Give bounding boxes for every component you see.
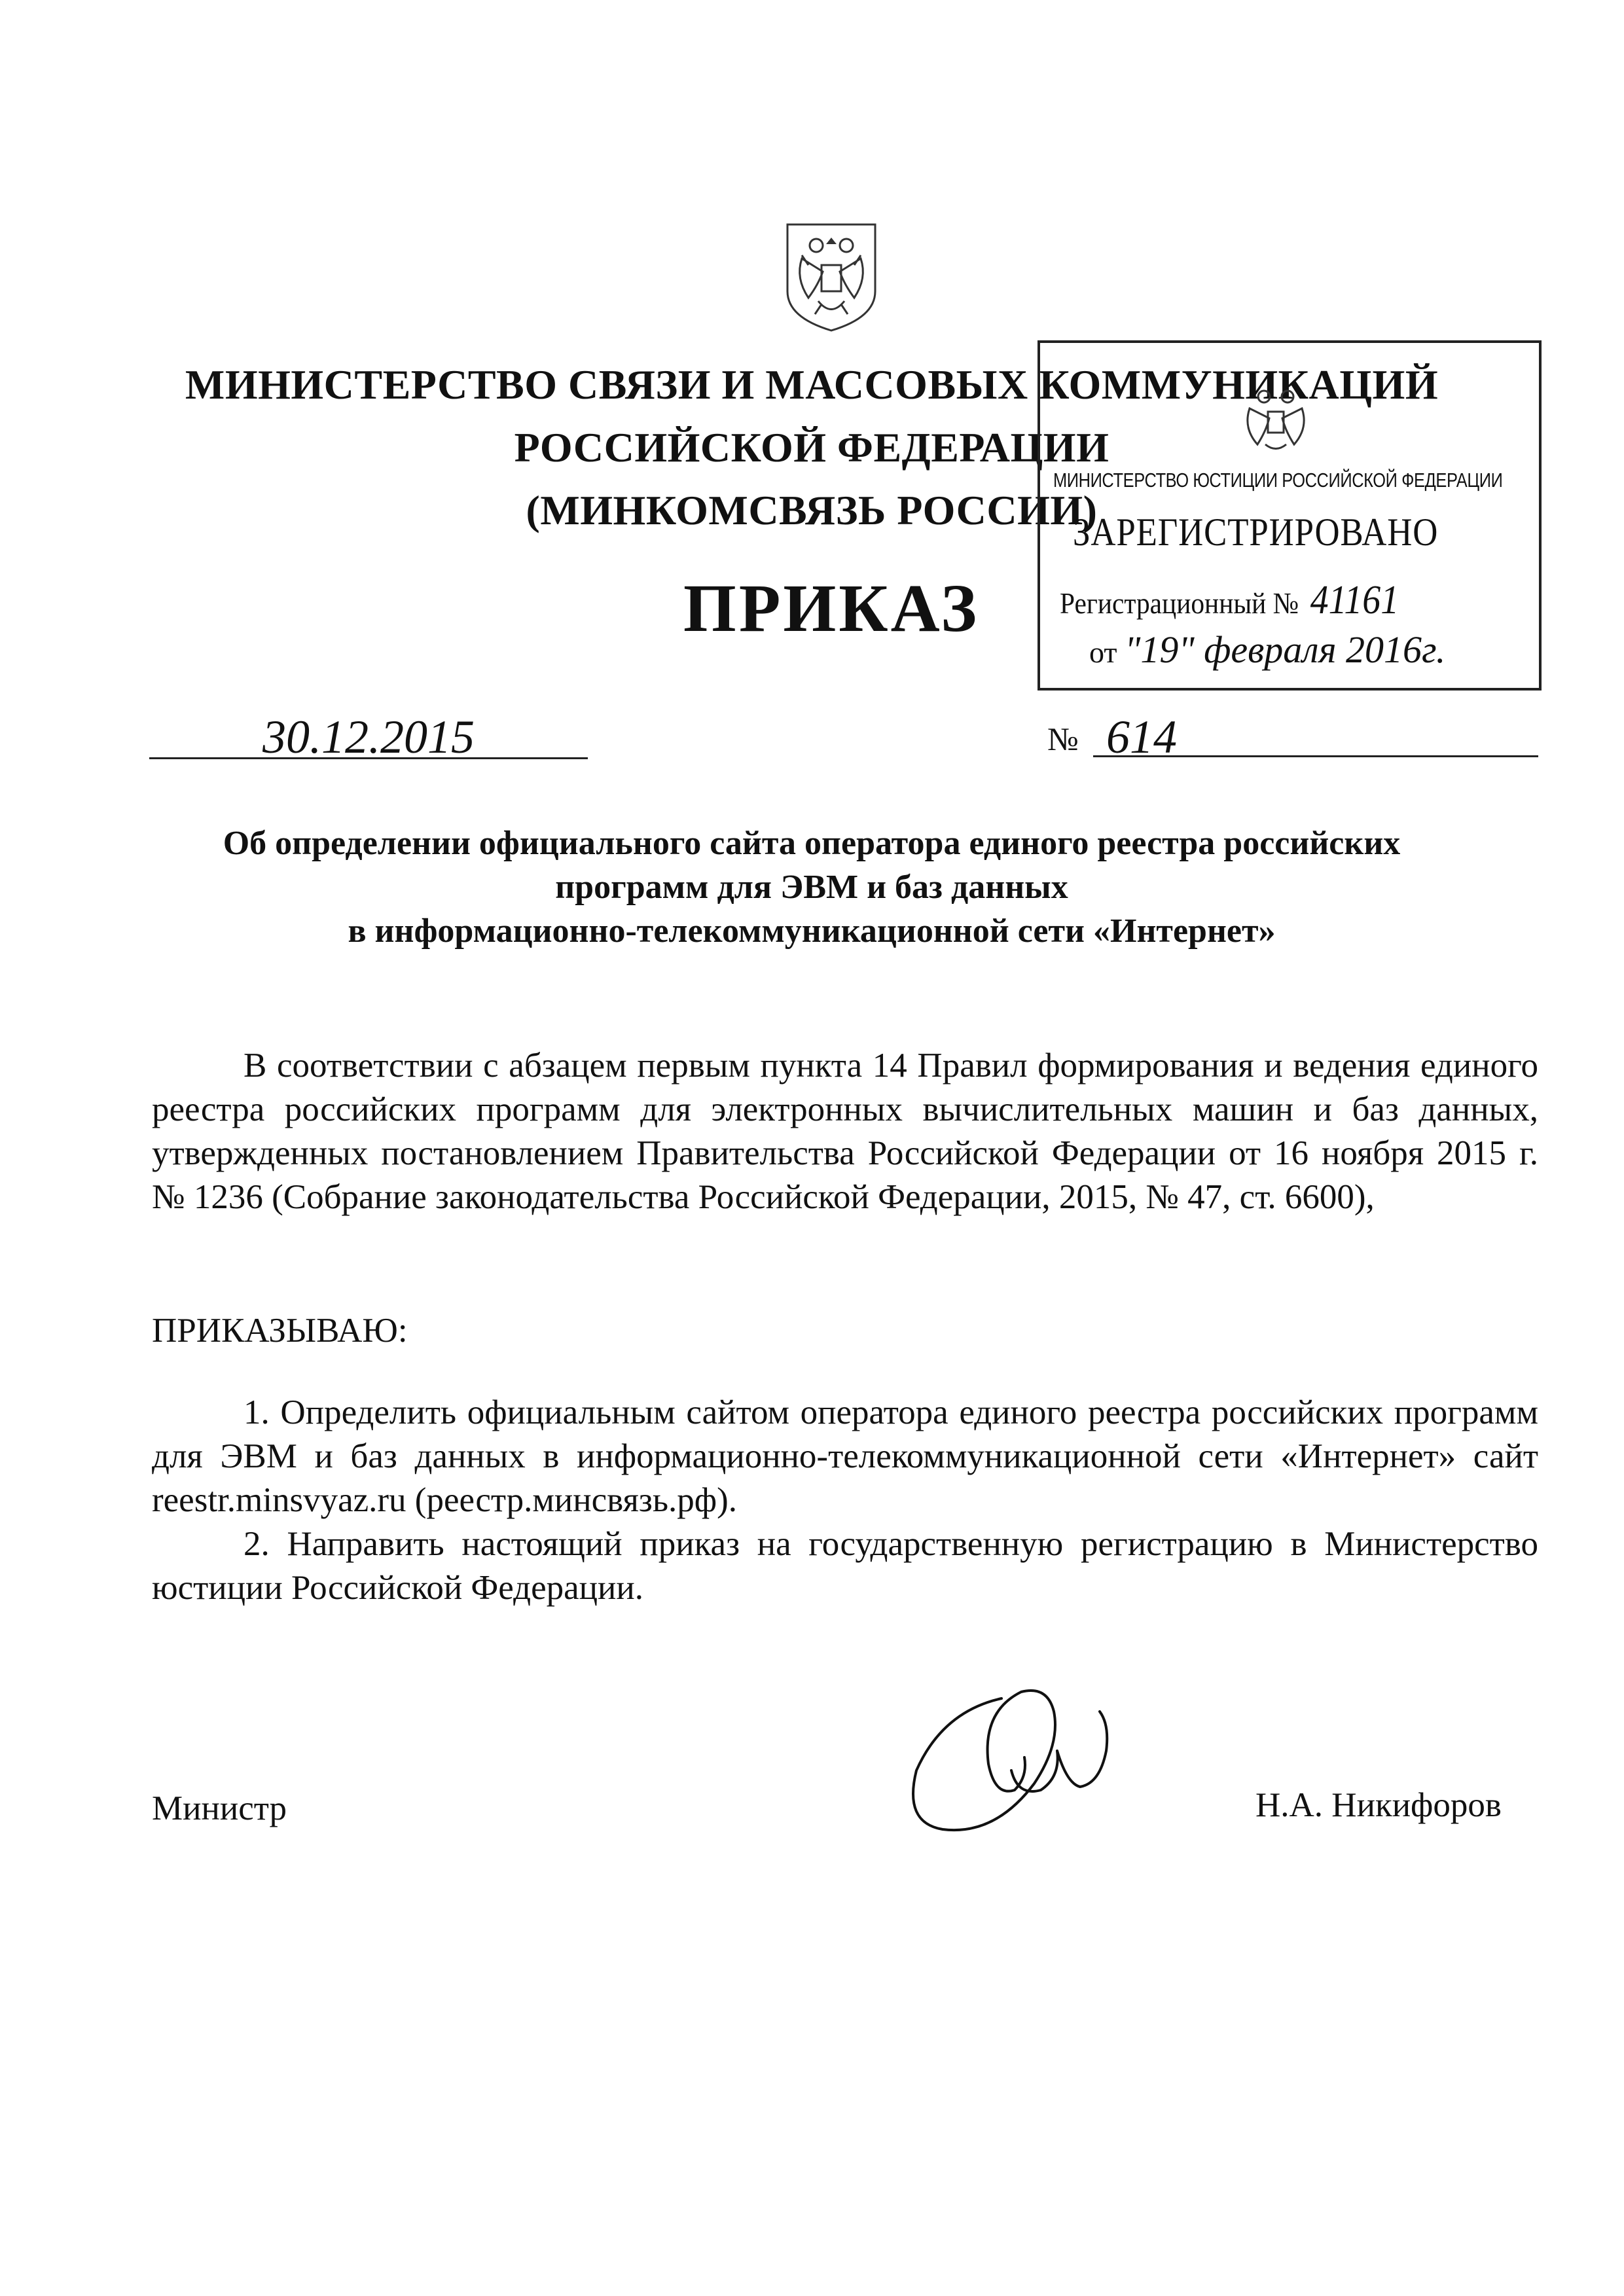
signatory-name: Н.А. Никифоров xyxy=(1255,1786,1502,1824)
stamp-ministry-name: МИНИСТЕРСТВО ЮСТИЦИИ РОССИЙСКОЙ ФЕДЕРАЦИИ xyxy=(1053,469,1503,492)
order-item-2-text: 2. Направить настоящий приказ на государственную регистрацию в Министерство юстиции Российской Федерации. xyxy=(152,1525,1538,1607)
order-number-label: № xyxy=(1047,721,1079,757)
document-type-title: ПРИКАЗ xyxy=(683,571,980,646)
stamp-registered-label: ЗАРЕГИСТРИРОВАНО xyxy=(1073,511,1439,554)
document-title xyxy=(164,821,1460,953)
stamp-reg-number-label: Регистрационный № xyxy=(1060,586,1299,620)
preamble-text: В соответствии с абзацем первым пункта 14 Правил формирования и ведения единого реестра российских программ для электронных вычислительных машин и баз данных, утвержденных постановлением Правительства Российской Федерации от 16 ноября 2015 г. № 1236 (Собрание законодательства Российской Федерации, 2015, № 47, ст. 6600), xyxy=(152,1047,1538,1216)
order-number: 614 xyxy=(1093,717,1538,757)
stamp-date-row xyxy=(1089,628,1445,672)
title-line-2: программ для ЭВМ и баз данных xyxy=(555,869,1068,906)
order-item-2 xyxy=(152,1522,1538,1610)
preamble-paragraph xyxy=(152,1044,1538,1219)
stamp-from-label: от xyxy=(1089,636,1117,669)
order-date: 30.12.2015 xyxy=(149,717,588,759)
stamp-date: "19" февраля 2016г. xyxy=(1125,628,1446,671)
ministry-line-1: МИНИСТЕРСТВО СВЯЗИ И МАССОВЫХ КОММУНИКАЦИЙ xyxy=(185,361,1439,408)
title-line-3: в информационно-телекоммуникационной сети «Интернет» xyxy=(348,912,1276,950)
decree-word: ПРИКАЗЫВАЮ: xyxy=(152,1312,408,1350)
registration-stamp xyxy=(1038,340,1542,691)
signature-image xyxy=(903,1672,1126,1842)
order-item-1-text: 1. Определить официальным сайтом оператора единого реестра российских программ для ЭВМ и баз данных в информационно-телекоммуникационной сети «Интернет» сайт reestr.minsvyaz.ru (реестр.минсвязь.рф). xyxy=(152,1393,1538,1519)
order-item-1 xyxy=(152,1391,1538,1522)
signatory-title: Министр xyxy=(152,1789,287,1827)
ministry-line-3: (МИНКОМСВЯЗЬ РОССИИ) xyxy=(526,487,1098,533)
title-line-1: Об определении официального сайта оператора единого реестра российских xyxy=(223,825,1401,862)
stamp-emblem-icon xyxy=(1236,382,1315,454)
stamp-reg-number: 41161 xyxy=(1310,578,1399,622)
stamp-reg-number-row xyxy=(1060,577,1399,624)
coat-of-arms-emblem xyxy=(782,219,880,334)
ministry-line-2: РОССИЙСКОЙ ФЕДЕРАЦИИ xyxy=(514,424,1110,471)
